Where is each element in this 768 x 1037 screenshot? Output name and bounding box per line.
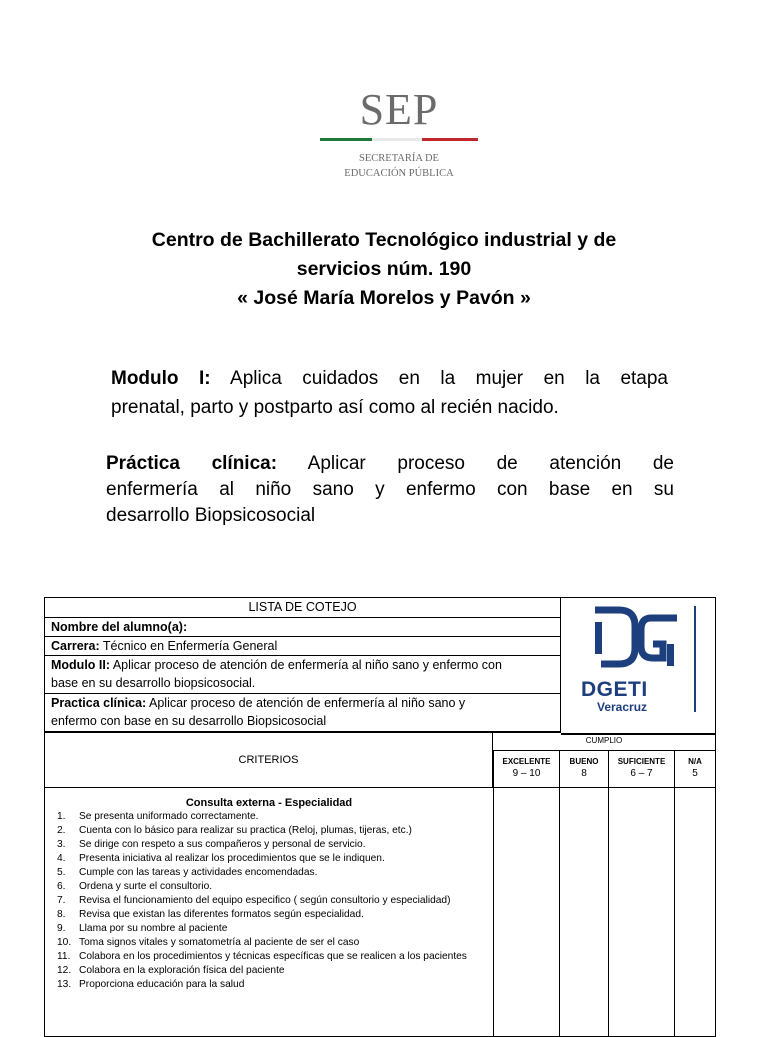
criteria-number: 1. — [57, 811, 66, 822]
school-title-line-2: servicios núm. 190 — [296, 258, 472, 280]
sep-logo-white-stripe — [372, 138, 422, 141]
criteria-item — [45, 838, 493, 852]
criteria-item — [45, 908, 493, 922]
criteria-item — [45, 810, 493, 824]
criteria-item — [45, 866, 493, 880]
column-header-bueno — [559, 751, 608, 788]
column-name: BUENO — [569, 757, 599, 766]
dgeti-mark-icon — [591, 604, 681, 674]
criteria-item — [45, 936, 493, 950]
sep-logo-red-stripe — [422, 138, 478, 141]
criteria-text: Se presenta uniformado correctamente. — [79, 811, 259, 822]
nombre-row — [45, 618, 560, 637]
criterios-body — [45, 788, 493, 992]
criteria-item — [45, 894, 493, 908]
modulo-text-1: Aplica cuidados en la mujer en la etapa — [230, 368, 668, 389]
criteria-text: Se dirige con respeto a sus compañeros y personal de servicio. — [79, 839, 366, 850]
modulo-line-2: prenatal, parto y postparto así como al recién nacido. — [111, 397, 559, 418]
modulo-line-1 — [111, 364, 668, 393]
criteria-item — [45, 824, 493, 838]
practica-line-1 — [106, 451, 674, 477]
modulo-paragraph — [111, 364, 668, 422]
criteria-text: Colabora en los procedimientos y técnicas específicas que se realicen a los pacientes — [79, 951, 467, 962]
sep-logo-subtitle-2: EDUCACIÓN PÚBLICA — [344, 168, 454, 179]
practica-clinica-row — [45, 694, 560, 733]
criteria-list — [45, 810, 493, 992]
modulo-label: Modulo I: — [111, 368, 211, 389]
practica-paragraph — [106, 451, 674, 529]
column-name: N/A — [688, 757, 702, 766]
column-name: SUFICIENTE — [617, 757, 666, 766]
criteria-text: Revisa el funcionamiento del equipo especifico ( según consultorio y especialidad) — [79, 895, 451, 906]
dgeti-logo — [561, 598, 715, 735]
lista-cotejo-table — [44, 597, 716, 1037]
criteria-item — [45, 922, 493, 936]
column-header-suficiente — [608, 751, 674, 788]
modulo-ii-text-1: Aplicar proceso de atención de enfermería al niño sano y enfermo con — [112, 658, 502, 672]
column-name: EXCELENTE — [502, 757, 551, 766]
criteria-text: Proporciona educación para la salud — [79, 979, 245, 990]
practica-line-2: enfermería al niño sano y enfermo con base en su — [106, 479, 674, 500]
criteria-text: Ordena y surte el consultorio. — [79, 881, 213, 892]
dgeti-divider — [694, 606, 696, 712]
criteria-number: 3. — [57, 839, 66, 850]
criteria-item — [45, 978, 493, 992]
column-range: 8 — [581, 768, 587, 779]
cumplio-header: CUMPLIO — [493, 733, 715, 751]
practica-clinica-text-1: Aplicar proceso de atención de enfermería al niño sano y — [149, 696, 466, 710]
criteria-item — [45, 852, 493, 866]
criteria-text: Presenta iniciativa al realizar los procedimientos que se le indiquen. — [79, 853, 385, 864]
criteria-text: Colabora en la exploración física del paciente — [79, 965, 285, 976]
column-header-na — [674, 751, 715, 788]
school-title-line-3: « José María Morelos y Pavón » — [237, 287, 531, 309]
criteria-item — [45, 950, 493, 964]
criteria-text: Revisa que existan las diferentes formatos según especialidad. — [79, 909, 364, 920]
school-title-line-1: Centro de Bachillerato Tecnológico industrial y de — [151, 229, 617, 251]
practica-text-1: Aplicar proceso de atención de — [307, 453, 674, 474]
criteria-item — [45, 964, 493, 978]
column-range: 6 – 7 — [630, 768, 653, 779]
school-title — [84, 226, 684, 313]
nombre-label: Nombre del alumno(a): — [51, 620, 188, 634]
modulo-ii-label: Modulo II: — [51, 658, 111, 672]
column-divider — [493, 788, 494, 1036]
sep-logo-subtitle-1: SECRETARÍA DE — [359, 153, 439, 164]
carrera-label: Carrera: — [51, 639, 100, 653]
carrera-value: Técnico en Enfermería General — [102, 639, 278, 653]
criteria-number: 5. — [57, 867, 66, 878]
practica-label: Práctica clínica: — [106, 453, 278, 474]
criteria-text: Cuenta con lo básico para realizar su practica (Reloj, plumas, tijeras, etc.) — [79, 825, 412, 836]
dgeti-name: DGETI — [581, 678, 648, 701]
sep-logo — [318, 50, 480, 200]
criterios-header: CRITERIOS — [45, 733, 493, 788]
column-range: 5 — [692, 768, 698, 779]
cotejo-title: LISTA DE COTEJO — [45, 598, 560, 618]
criteria-number: 13. — [57, 979, 72, 990]
modulo-ii-text-2: base en su desarrollo biopsicosocial. — [51, 676, 256, 690]
practica-line-3: desarrollo Biopsicosocial — [106, 505, 316, 526]
column-range: 9 – 10 — [512, 768, 541, 779]
criteria-number: 6. — [57, 881, 66, 892]
practica-clinica-text-2: enfermo con base en su desarrollo Biopsicosocial — [51, 714, 327, 728]
criteria-item — [45, 880, 493, 894]
criteria-number: 2. — [57, 825, 66, 836]
column-divider — [674, 788, 675, 1036]
modulo-ii-row — [45, 656, 560, 694]
criteria-text: Toma signos vitales y somatometría al paciente de ser el caso — [79, 937, 360, 948]
criteria-number: 12. — [57, 965, 72, 976]
dgeti-state: Veracruz — [597, 700, 648, 714]
criteria-number: 4. — [57, 853, 66, 864]
section-title: Consulta externa - Especialidad — [185, 797, 353, 809]
column-divider — [559, 788, 560, 1036]
criteria-text: Llama por su nombre al paciente — [79, 923, 228, 934]
column-header-excelente — [493, 751, 559, 788]
sep-logo-word: SEP — [359, 85, 439, 134]
criteria-text: Cumple con las tareas y actividades encomendadas. — [79, 867, 318, 878]
sep-logo-green-stripe — [320, 138, 372, 141]
criteria-number: 8. — [57, 909, 66, 920]
column-divider — [608, 788, 609, 1036]
criteria-number: 11. — [57, 951, 71, 962]
practica-clinica-label: Practica clínica: — [51, 696, 147, 710]
cotejo-header — [45, 598, 561, 733]
criteria-number: 9. — [57, 923, 66, 934]
criteria-number: 10. — [57, 937, 72, 948]
criteria-number: 7. — [57, 895, 66, 906]
carrera-row — [45, 637, 560, 656]
